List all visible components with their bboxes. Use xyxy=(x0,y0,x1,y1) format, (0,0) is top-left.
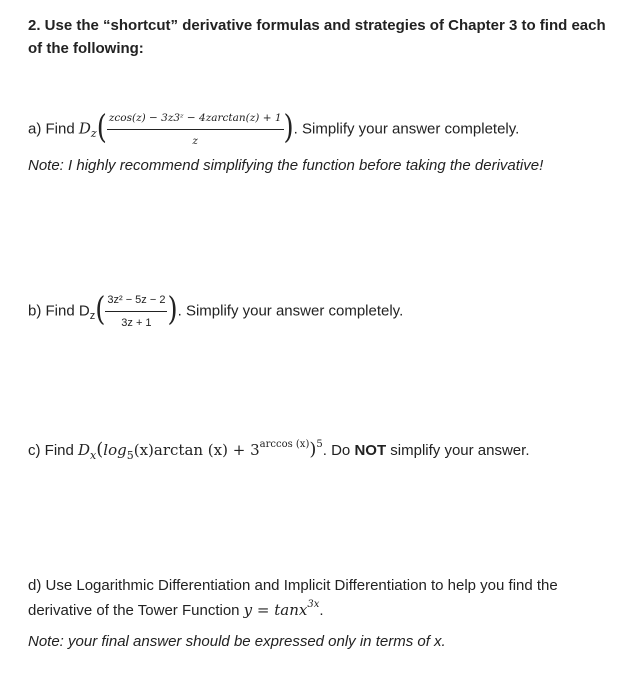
part-a-suffix: . Simplify your answer completely. xyxy=(293,120,520,138)
problem-heading: 2. Use the “shortcut” derivative formulas and strategies of Chapter 3 to find each of the following: xyxy=(28,17,606,57)
part-d-line2-end: . xyxy=(319,602,324,619)
part-d-exponent: 3x xyxy=(307,599,320,610)
part-b-fraction xyxy=(105,290,167,333)
part-d-note: Note: your final answer should be expressed only in terms of x. xyxy=(28,633,446,650)
part-c-exponent: arccos (x) xyxy=(259,439,310,450)
part-b-operator-sub: z xyxy=(89,310,96,323)
part-a-denominator: z xyxy=(192,135,198,147)
part-c-suffix-bold: NOT xyxy=(354,442,387,459)
part-a-question xyxy=(28,108,519,151)
part-a-operator-sub: z xyxy=(90,127,97,141)
part-b-operator: D xyxy=(78,302,90,320)
part-c-operator-sub: x xyxy=(90,449,97,462)
part-b-numerator: 3z² − 5z − 2 xyxy=(105,290,167,312)
part-a-numerator: zcos(z) − 3z3ᶻ − 4zarctan(z) + 1 xyxy=(107,108,284,130)
part-a-note: Note: I highly recommend simplifying the function before taking the derivative! xyxy=(28,157,544,174)
part-a-right-paren: ) xyxy=(283,108,294,147)
part-b-left-paren: ( xyxy=(95,290,106,329)
part-b-suffix: . Simplify your answer completely. xyxy=(177,302,404,320)
part-c-question xyxy=(28,440,530,463)
part-d-math: y = tanx xyxy=(243,601,308,619)
part-c-log-base: 5 xyxy=(126,449,134,462)
part-c-expression: (x)arctan (x) + 3 xyxy=(133,441,260,459)
part-b-question xyxy=(28,290,403,333)
part-d-line1: d) Use Logarithmic Differentiation and Implicit Differentiation to help you find the xyxy=(28,577,558,594)
part-c-suffix-pre: . Do xyxy=(322,442,355,459)
part-c-left-paren: ( xyxy=(96,439,104,460)
part-c-right-paren: ) xyxy=(309,439,317,460)
part-a-fraction xyxy=(107,108,284,151)
part-a-operator: D xyxy=(78,119,91,138)
part-b-right-paren: ) xyxy=(167,290,178,329)
part-d-line2-text: derivative of the Tower Function xyxy=(28,602,244,619)
part-b-prefix: b) Find xyxy=(28,302,75,320)
part-c-prefix: c) Find xyxy=(28,442,74,459)
part-d-line2 xyxy=(28,600,324,623)
part-c-operator: D xyxy=(78,441,91,459)
part-a-prefix: a) Find xyxy=(28,120,75,138)
part-c-power: 5 xyxy=(316,439,323,450)
part-b-denominator: 3z + 1 xyxy=(121,317,152,329)
part-c-suffix-post: simplify your answer. xyxy=(386,442,530,459)
part-a-left-paren: ( xyxy=(96,108,107,147)
part-c-log: log xyxy=(103,441,127,459)
